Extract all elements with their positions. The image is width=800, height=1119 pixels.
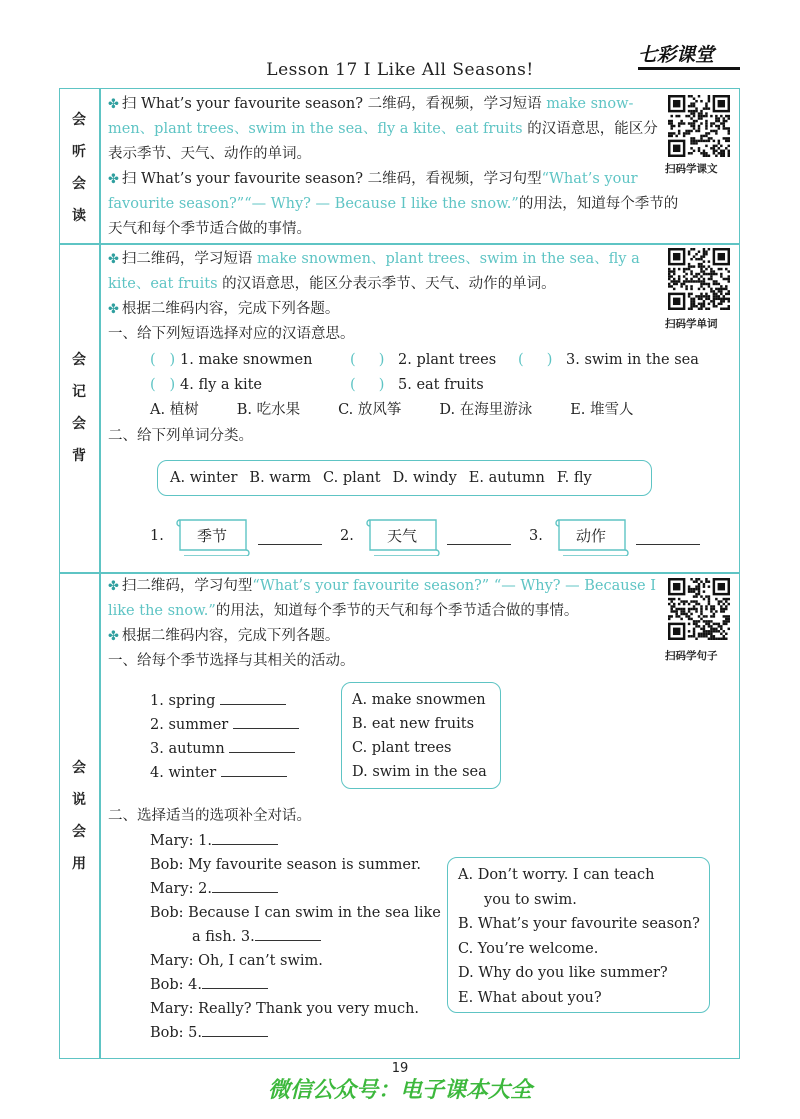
- bullet-icon: ✤: [108, 172, 119, 187]
- dialogue-blank[interactable]: [202, 974, 268, 989]
- remember-line-1: ✤ 扫二维码，学习短语 make snowmen、plant trees、swim in the sea、fly a: [108, 251, 640, 267]
- season-item-1: 1. spring: [150, 689, 286, 714]
- qr-code-icon[interactable]: [668, 248, 730, 310]
- brand-text: 七彩课堂: [638, 44, 715, 66]
- season-blank[interactable]: [221, 762, 287, 777]
- bullet-icon: ✤: [108, 252, 119, 267]
- dialogue-line-8: Mary: Really? Thank you very much.: [150, 1001, 420, 1017]
- season-item-3: 3. autumn: [150, 737, 295, 762]
- word-bank-box: [157, 460, 652, 496]
- listen-line-3: 表示季节、天气、动作的单词。: [108, 146, 311, 162]
- word-bank: A. winter B. warm C. plant D. windy E. autumn F. fly: [170, 470, 592, 486]
- answer-row-1: ( ) 1. make snowmen: [150, 348, 312, 373]
- option-d: D. 在海里游泳: [439, 402, 533, 418]
- section-label-listen: 会 听 会 读: [72, 112, 86, 224]
- season-item-4: 4. winter: [150, 761, 287, 786]
- category-label-season: 季节: [196, 527, 227, 545]
- season-blank[interactable]: [233, 714, 299, 729]
- answer-row-2: ( ) 2. plant trees: [350, 348, 496, 373]
- category-blank-2[interactable]: [447, 530, 511, 545]
- page-number: 19: [391, 1061, 409, 1076]
- use-line-2: like the snow.”的用法，知道每个季节的天气和每个季节适合做的事情。: [108, 603, 579, 619]
- category-num-2: 2.: [340, 528, 354, 544]
- dialogue-choices-box: [447, 857, 710, 1013]
- page-title: Lesson 17 I Like All Seasons!: [266, 60, 534, 80]
- qr-caption-text: 扫码学单词: [665, 318, 718, 330]
- answer-row-5: ( ) 5. eat fruits: [350, 373, 484, 398]
- dialogue-line-2: Bob: My favourite season is summer.: [150, 857, 421, 873]
- bullet-icon: ✤: [108, 302, 119, 317]
- remember-q2-title: 二、给下列单词分类。: [108, 428, 253, 444]
- answer-row-4: ( ) 4. fly a kite: [150, 373, 262, 398]
- choices-list: A. Don’t worry. I can teach you to swim. B. What’s your favourite season? C. You’re welcome. D. Why do you like summer? E. What about you?: [458, 867, 700, 1006]
- activities-box: [341, 682, 501, 789]
- listen-line-2: men、plant trees、swim in the sea、fly a kite、eat fruits 的汉语意思，能区分: [108, 121, 658, 137]
- answer-bracket[interactable]: ( ): [350, 352, 385, 368]
- dialogue-blank[interactable]: [255, 926, 321, 941]
- listen-line-6: 天气和每个季节适合做的事情。: [108, 221, 311, 237]
- activities-list: A. make snowmen B. eat new fruits C. plant trees D. swim in the sea: [352, 692, 487, 780]
- category-blank-3[interactable]: [636, 530, 700, 545]
- dialogue-line-9: Bob: 5.: [150, 1021, 268, 1046]
- season-item-2: 2. summer: [150, 713, 299, 738]
- bullet-icon: ✤: [108, 629, 119, 644]
- answer-bracket[interactable]: ( ): [518, 352, 553, 368]
- dialogue-blank[interactable]: [212, 878, 278, 893]
- category-num-3: 3.: [529, 528, 543, 544]
- remember-line-2: kite、eat fruits 的汉语意思，能区分表示季节、天气、动作的单词。: [108, 276, 556, 292]
- section-label-remember: 会 记 会 背: [72, 352, 86, 464]
- answer-bracket[interactable]: ( ): [350, 377, 385, 393]
- scroll-banner-action: [553, 516, 629, 556]
- qr-code-icon[interactable]: [668, 95, 730, 157]
- answer-bracket[interactable]: ( ): [150, 352, 176, 368]
- dialogue-line-3: Mary: 2.: [150, 877, 278, 902]
- label-column-divider: [99, 88, 101, 1059]
- option-c: C. 放风筝: [338, 402, 402, 418]
- scroll-banner-weather: [364, 516, 440, 556]
- dialogue-blank[interactable]: [212, 830, 278, 845]
- qr-code-icon[interactable]: [668, 578, 730, 640]
- section-label-use: 会 说 会 用: [72, 760, 86, 872]
- use-line-1: ✤ 扫二维码，学习句型“What’s your favourite season?” “— Why? — Because I: [108, 578, 656, 594]
- qr-caption-text: 扫码学课文: [665, 163, 718, 175]
- bullet-icon: ✤: [108, 579, 119, 594]
- bullet-icon: ✤: [108, 97, 119, 112]
- listen-line-4: ✤ 扫 What’s your favourite season? 二维码，看视频，学习句型“What’s your: [108, 171, 638, 187]
- remember-q1-title: 一、给下列短语选择对应的汉语意思。: [108, 326, 355, 342]
- category-label-action: 动作: [575, 527, 606, 545]
- remember-line-3: ✤ 根据二维码内容，完成下列各题。: [108, 301, 340, 317]
- category-blank-1[interactable]: [258, 530, 322, 545]
- option-e: E. 堆雪人: [570, 402, 634, 418]
- listen-line-1: ✤ 扫 What’s your favourite season? 二维码，看视频，学习短语 make snow-: [108, 96, 634, 112]
- season-blank[interactable]: [229, 738, 295, 753]
- brand-underline: [638, 67, 740, 70]
- dialogue-line-5: a fish. 3.: [192, 925, 321, 950]
- dialogue-line-1: Mary: 1.: [150, 829, 278, 854]
- dialogue-line-7: Bob: 4.: [150, 973, 268, 998]
- qr-caption-text: 扫码学句子: [665, 650, 718, 662]
- section-divider-1: [59, 243, 740, 245]
- answer-bracket[interactable]: ( ): [150, 377, 176, 393]
- season-blank[interactable]: [220, 690, 286, 705]
- listen-line-5: favourite season?”“— Why? — Because I like the snow.”的用法，知道每个季节的: [108, 196, 679, 212]
- scroll-banner-season: [174, 516, 250, 556]
- category-label-weather: 天气: [386, 527, 417, 545]
- use-q1-title: 一、给每个季节选择与其相关的活动。: [108, 653, 355, 669]
- answer-row-3: ( ) 3. swim in the sea: [518, 348, 699, 373]
- dialogue-line-4: Bob: Because I can swim in the sea like: [150, 905, 441, 921]
- option-b: B. 吃水果: [236, 402, 301, 418]
- option-list: [150, 398, 634, 423]
- category-num-1: 1.: [150, 528, 164, 544]
- option-a: A. 植树: [150, 402, 199, 418]
- dialogue-blank[interactable]: [202, 1022, 268, 1037]
- brand-logo: [638, 40, 740, 70]
- use-line-3: ✤ 根据二维码内容，完成下列各题。: [108, 628, 340, 644]
- use-q2-title: 二、选择适当的选项补全对话。: [108, 808, 311, 824]
- dialogue-line-6: Mary: Oh, I can’t swim.: [150, 953, 323, 969]
- watermark-text: 微信公众号：电子课本大全: [267, 1078, 532, 1103]
